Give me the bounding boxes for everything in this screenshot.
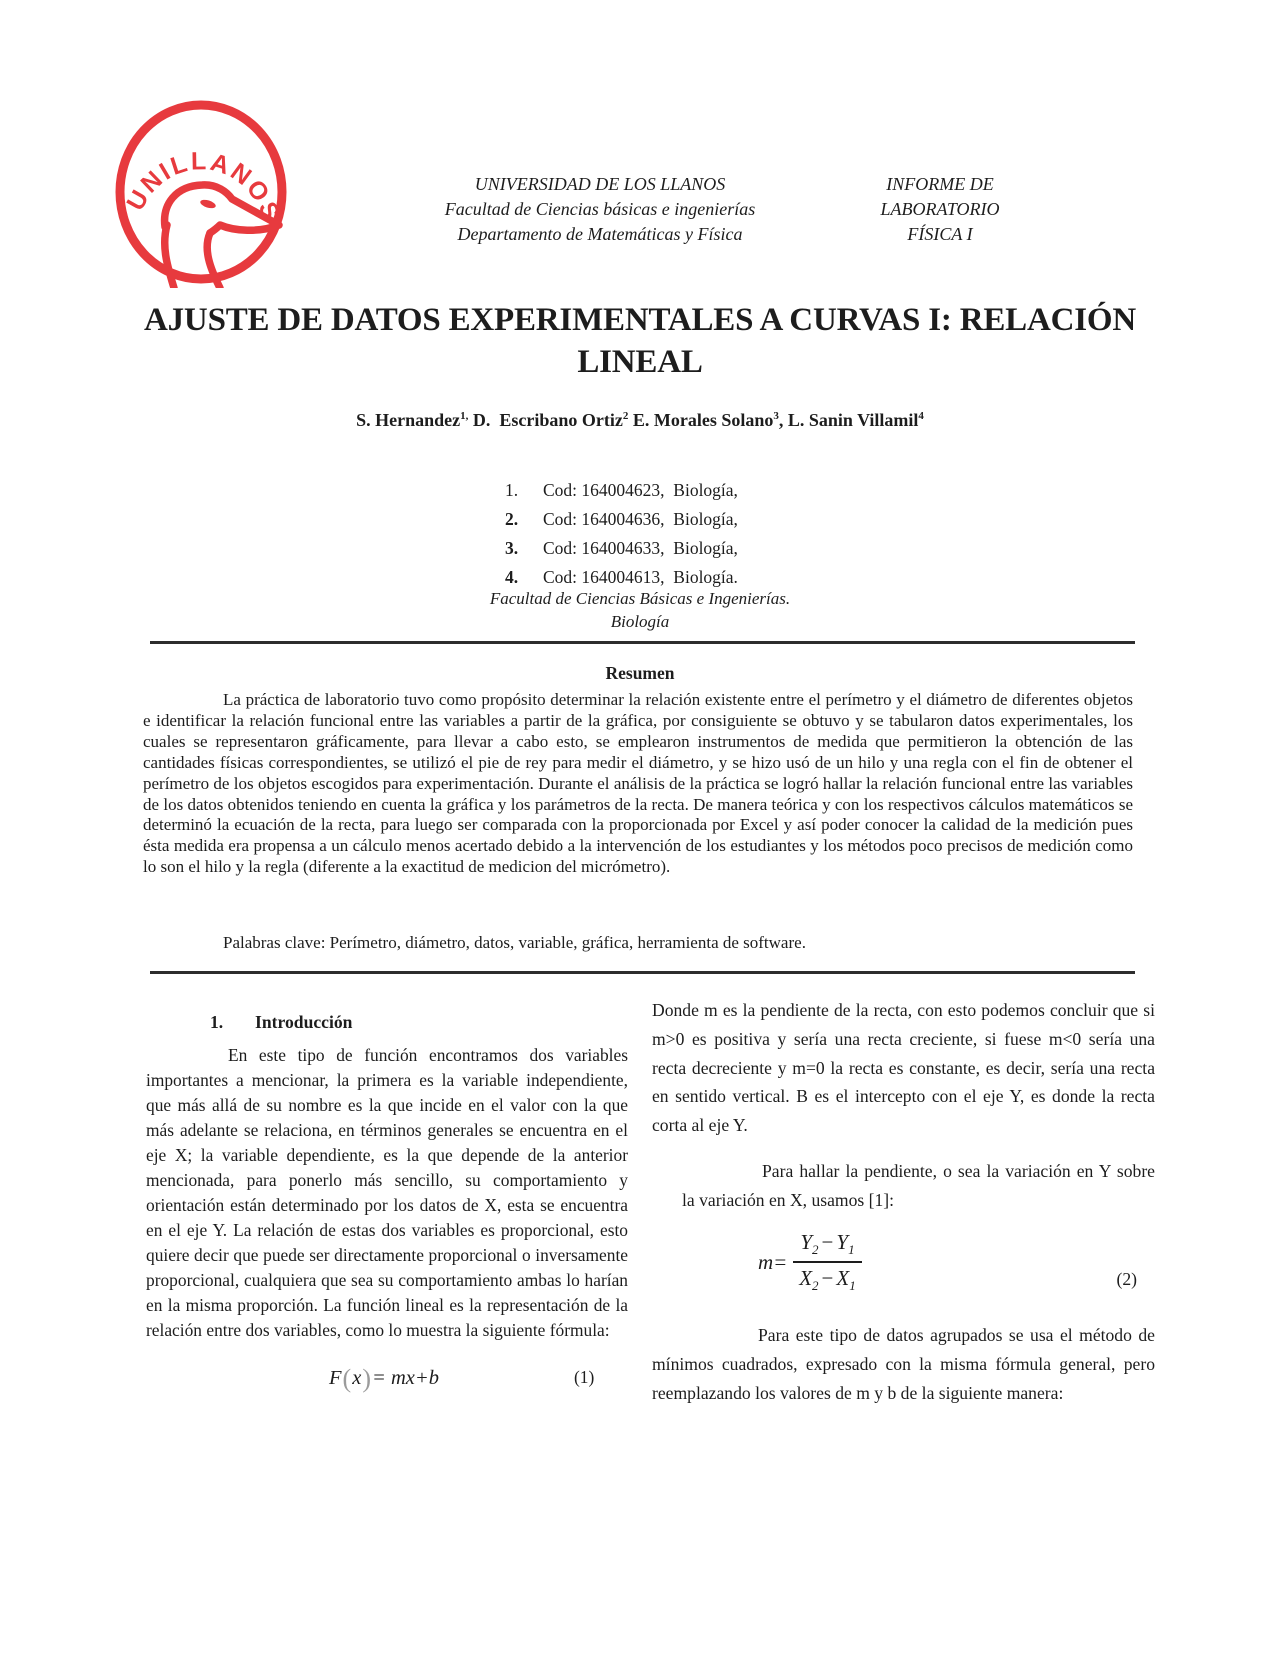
section-number: 1. [210, 1012, 224, 1032]
eq1-right-paren: ) [362, 1364, 371, 1393]
author-2: D. Escribano Ortiz [468, 410, 623, 430]
author-4: , L. Sanin Villamil [778, 410, 919, 430]
eq2-den-minus: − [821, 1266, 834, 1291]
eq1-equals: = [371, 1367, 386, 1389]
student-row [505, 534, 738, 563]
page-title-line1: AJUSTE DE DATOS EXPERIMENTALES A CURVAS I: RELACIÓN [144, 302, 1136, 338]
slope-explanation-paragraph: Donde m es la pendiente de la recta, con esto podemos concluir que si m>0 es positiva y sería una recta creciente, si fuese m<0 sería una recta decreciente y m=0 la recta es constante, es decir, sería una recta en sentido vertical. B es el intercepto con el eje Y, es donde la recta corta al eje Y. [652, 1000, 1155, 1136]
author-2-sup: 2 [622, 410, 629, 422]
author-1-sup: 1, [460, 410, 469, 422]
eq2-num-var2: Y [836, 1229, 849, 1254]
abstract-heading: Resumen [605, 663, 675, 683]
affiliation-faculty: Facultad de Ciencias Básicas e Ingenierías. [489, 589, 791, 608]
student-code: Cod: 164004636, Biología, [543, 509, 738, 529]
equation-2-expression [758, 1230, 862, 1294]
equation-1-expression [329, 1364, 439, 1394]
eq2-den-sub2: 1 [849, 1278, 856, 1294]
slope-method-paragraph: Para hallar la pendiente, o sea la variación en Y sobre la variación en X, usamos [1]: [682, 1160, 1155, 1210]
report-type-block [830, 172, 1050, 247]
student-number: 3. [505, 538, 519, 558]
report-line-1: INFORME DE [886, 174, 994, 194]
keywords-line: Palabras clave: Perímetro, diámetro, datos, variable, gráfica, herramienta de software. [223, 933, 806, 952]
authors-line [0, 410, 1280, 431]
student-code: Cod: 164004613, Biología. [543, 567, 738, 587]
eq2-num-sub1: 2 [812, 1242, 819, 1258]
student-list [505, 476, 738, 592]
department-name: Departamento de Matemáticas y Física [457, 224, 743, 244]
author-1: S. Hernandez [356, 410, 461, 430]
student-row [505, 505, 738, 534]
horizontal-rule-top [150, 641, 1135, 644]
institution-block [385, 172, 815, 247]
student-number: 1. [505, 480, 519, 500]
eq2-num-minus: − [821, 1229, 834, 1254]
equation-2 [652, 1230, 1155, 1294]
author-3: E. Morales Solano [628, 410, 774, 430]
logo-bird-eye-icon [199, 198, 216, 210]
faculty-name: Facultad de Ciencias básicas e ingenierías [444, 199, 756, 219]
introduction-paragraph: En este tipo de función encontramos dos variables importantes a mencionar, la primera es la variable independiente, que más allá de su nombre es la que incide en el valor con la que más adelante se relaciona, en términos generales se encuentra en el eje X; la variable dependiente, es la que depende de la anterior mencionada, para ponerlo más sencillo, su comportamiento y orientación están determinado por los datos de X, esta se encuentra en el eje Y. La relación de estas dos variables es proporcional, esto quiere decir que puede ser directamente proporcional o inversamente proporcional, cualquiera que sea su comportamiento ambas lo harían en la misma proporción. La función lineal es la representación de la relación entre dos variables, como lo muestra la siguiente fórmula: [146, 1045, 628, 1340]
eq2-equals: = [773, 1249, 788, 1274]
abstract-body: La práctica de laboratorio tuvo como propósito determinar la relación existente entre el perímetro y el diámetro de diferentes objetos e identificar la relación funcional entre las variables a partir de la gráfica, por consiguiente se obtuvo y se tabularon datos experimentales, los cuales se representaron gráficamente, para llevar a cabo esto, se emplearon instrumentos de medida que permitieron la obtención de las cantidades físicas correspondientes, se utilizó el pie de rey para medir el diámetro, y se hizo usó de un hilo y una regla con el fin de obtener el perímetro de los objetos escogidos para experimentación. Durante el análisis de la práctica se logró hallar la relación funcional entre las variables de los datos obtenidos teniendo en cuenta la gráfica y los parámetros de la recta. De manera teórica y con los respectivos cálculos matemáticos se determinó la ecuación de la recta, para luego ser comparada con la proporcionada por Excel y así poder conocer la calidad de la medición pues ésta medida era propensa a un cálculo menos acertado debido a la intervención de los estudiantes y los métodos poco precisos de medición como lo son el hilo y la regla (diferente a la exactitud de medicion del micrómetro). [143, 690, 1133, 877]
university-name: UNIVERSIDAD DE LOS LLANOS [474, 174, 726, 194]
student-code: Cod: 164004633, Biología, [543, 538, 738, 558]
eq1-left-paren: ( [342, 1364, 352, 1393]
eq2-den-var1: X [799, 1266, 813, 1291]
student-row [505, 476, 738, 505]
report-line-3: FÍSICA I [907, 224, 973, 244]
right-column [652, 996, 1155, 1408]
affiliation-program: Biología [610, 612, 670, 631]
page-title [140, 299, 1140, 383]
eq1-function: F [329, 1367, 342, 1389]
left-column [146, 1012, 628, 1406]
equation-1-label: (1) [574, 1367, 595, 1387]
least-squares-paragraph: Para este tipo de datos agrupados se usa el método de mínimos cuadrados, expresado con la misma fórmula general, pero reemplazando los valores de m y b de la siguiente manera: [652, 1325, 1155, 1404]
eq2-den-var2: X [836, 1266, 850, 1291]
horizontal-rule-bottom [150, 971, 1135, 974]
eq2-den-sub1: 2 [812, 1278, 819, 1294]
section-title: Introducción [255, 1012, 353, 1032]
student-number: 2. [505, 509, 519, 529]
eq2-fraction [793, 1230, 861, 1294]
unillanos-logo [112, 100, 292, 288]
student-code: Cod: 164004623, Biología, [543, 480, 738, 500]
eq2-denominator [793, 1263, 861, 1294]
author-3-sup: 3 [773, 410, 779, 422]
eq2-numerator [793, 1230, 861, 1263]
logo-text: UNILLANOS [121, 147, 286, 226]
affiliation-block [140, 587, 1140, 633]
author-4-sup: 4 [918, 410, 924, 422]
eq2-num-var1: Y [800, 1229, 813, 1254]
student-number: 4. [505, 567, 519, 587]
equation-2-label: (2) [1116, 1269, 1137, 1290]
eq1-variable: x [352, 1367, 362, 1389]
eq1-rhs: mx+b [390, 1367, 439, 1389]
section-heading-introduction [146, 1012, 628, 1033]
eq2-num-sub2: 1 [848, 1242, 855, 1258]
equation-1 [146, 1360, 628, 1406]
page-title-line2: LINEAL [577, 344, 703, 380]
report-line-2: LABORATORIO [880, 199, 1000, 219]
eq2-lhs: m [758, 1249, 774, 1274]
